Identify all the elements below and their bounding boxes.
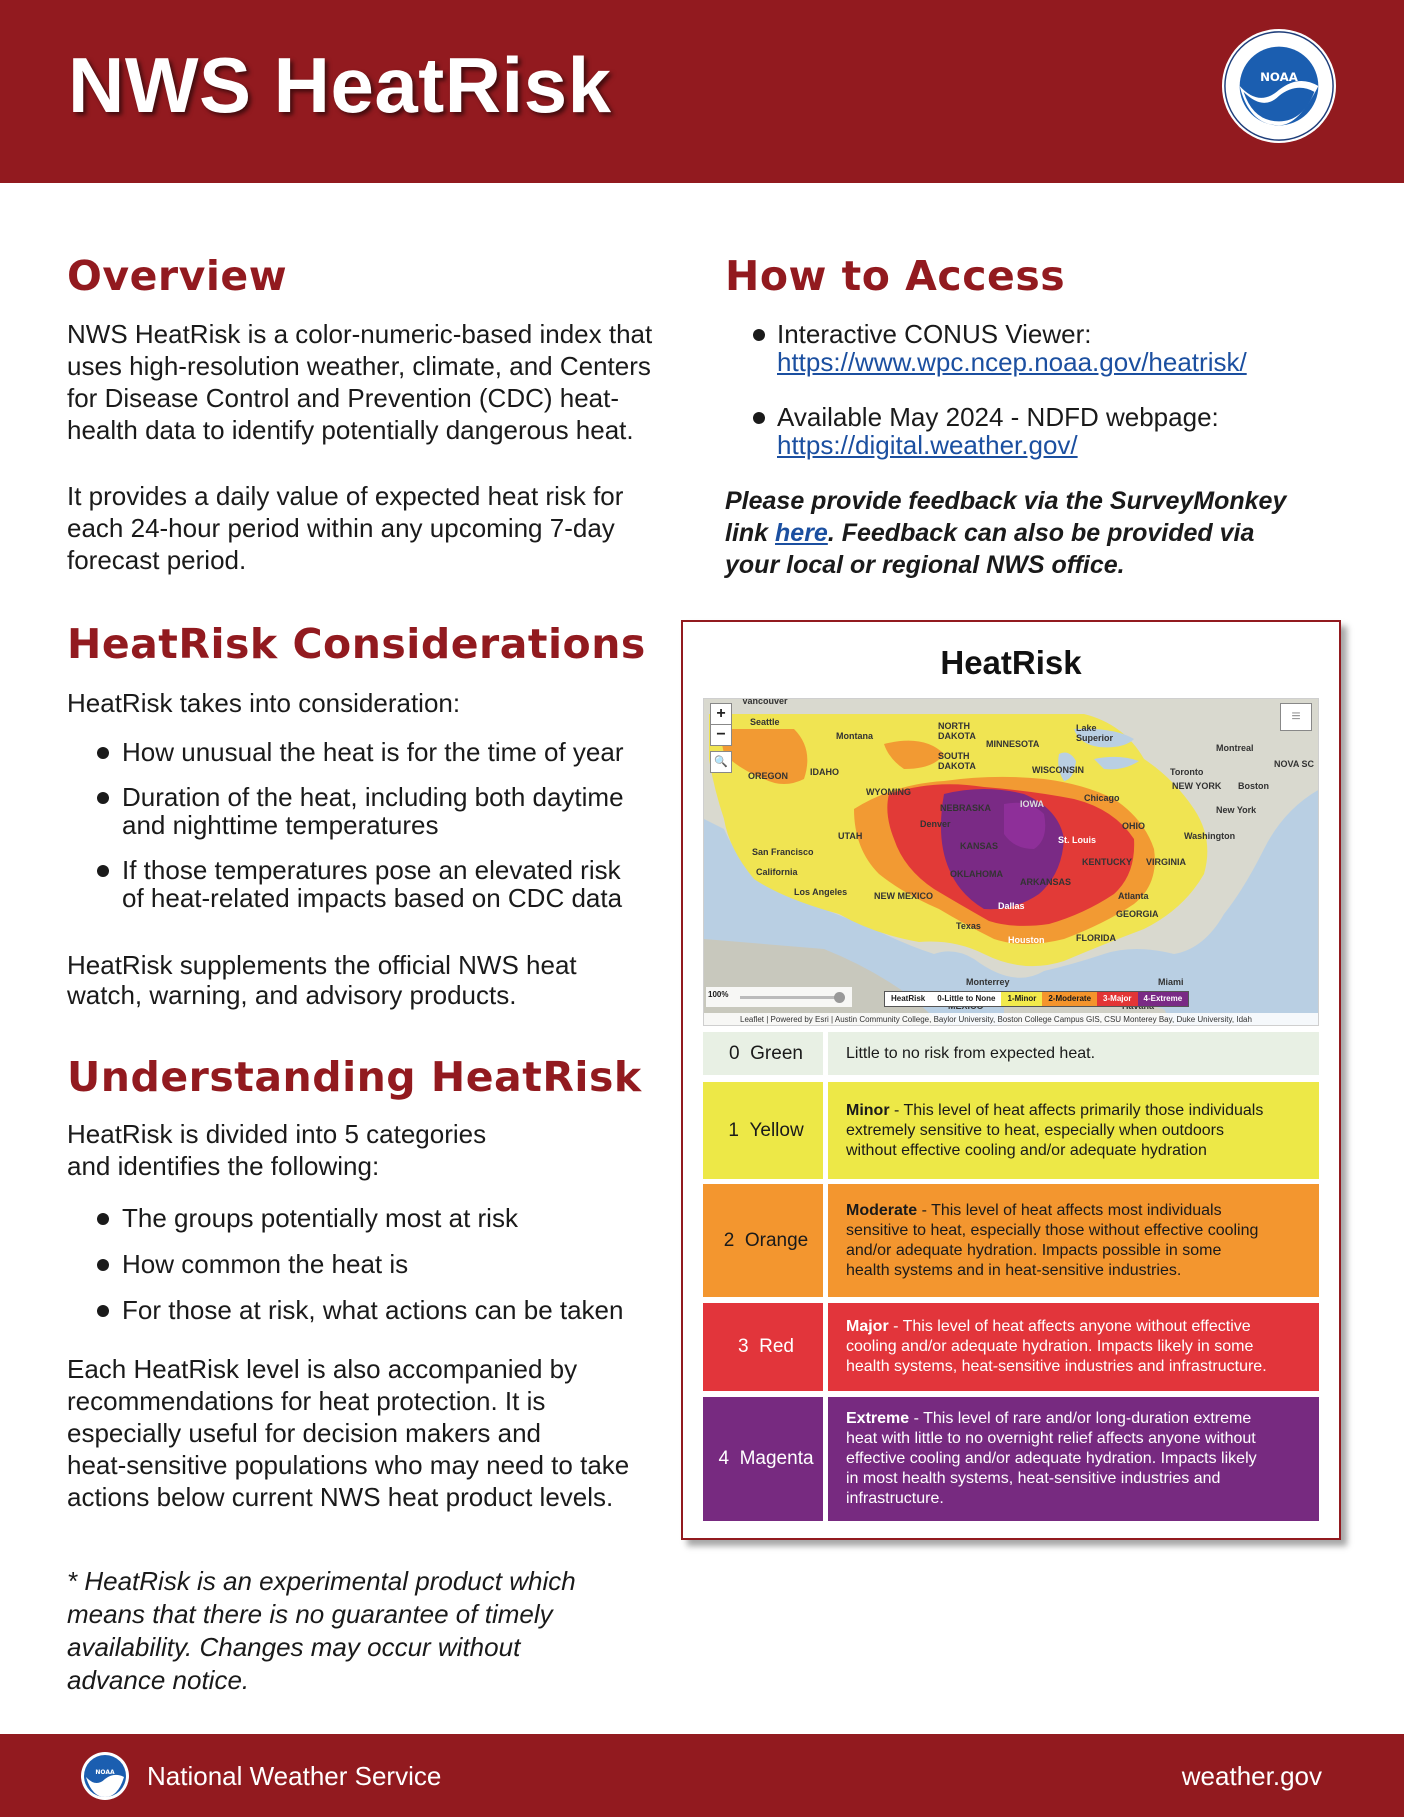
heatrisk-map[interactable] — [703, 698, 1319, 1026]
overview-paragraph-1: NWS HeatRisk is a color-numeric-based index that uses high-resolution weather, climate, and Centers for Disease Control and Prevention (CDC) heat- health data to identify potentially dangerous heat. — [67, 319, 653, 445]
noaa-logo — [1220, 27, 1338, 145]
understanding-intro: HeatRisk is divided into 5 categories and identifies the following: — [67, 1119, 487, 1181]
map-label: Chicago — [1084, 793, 1120, 803]
map-label: SOUTH DAKOTA — [938, 751, 976, 771]
map-label: OREGON — [748, 771, 789, 781]
map-label: WYOMING — [866, 787, 911, 797]
considerations-intro: HeatRisk takes into consideration: — [67, 688, 461, 718]
list-item: The groups potentially most at risk — [67, 1204, 707, 1232]
legend-item: 3-Major — [1097, 992, 1137, 1006]
list-item: For those at risk, what actions can be taken — [67, 1296, 707, 1324]
map-label: Montreal — [1216, 743, 1254, 753]
access-list — [723, 320, 1363, 459]
map-label: Monterrey — [966, 977, 1010, 987]
category-row-green: 0 Green Little to no risk from expected heat. — [703, 1032, 1319, 1075]
category-row-red: 3 Red Major - This level of heat affects anyone without effective cooling and/or adequate hydration. Impacts likely in some health systems, heat-sensitive industries and infrastructure. — [703, 1303, 1319, 1391]
map-label: Houston — [1008, 935, 1045, 945]
map-legend — [884, 991, 1189, 1007]
list-item: If those temperatures pose an elevated risk of heat-related impacts based on CDC data — [67, 856, 707, 912]
considerations-list — [67, 738, 707, 912]
map-label: Denver — [920, 819, 951, 829]
considerations-outro: HeatRisk supplements the official NWS heat watch, warning, and advisory products. — [67, 950, 577, 1010]
category-row-yellow: 1 Yellow Minor - This level of heat affects primarily those individuals extremely sensitive to heat, especially when outdoors without effective cooling and/or adequate hydration — [703, 1082, 1319, 1179]
map-label: NEBRASKA — [940, 803, 992, 813]
feedback-note: Please provide feedback via the SurveyMonkey link here. Feedback can also be provided via your local or regional NWS office. — [725, 487, 1287, 579]
map-label: IOWA — [1020, 799, 1044, 809]
heatrisk-card — [681, 620, 1341, 1540]
map-label: Texas — [956, 921, 981, 931]
page-header — [0, 0, 1404, 183]
map-label: San Francisco — [752, 847, 814, 857]
list-item: How unusual the heat is for the time of year — [67, 738, 707, 766]
access-heading: How to Access — [725, 252, 1066, 300]
card-title: HeatRisk — [940, 644, 1082, 681]
opacity-slider[interactable]: 100% — [706, 987, 852, 1007]
map-label: OHIO — [1122, 821, 1146, 831]
map-label: Montana — [836, 731, 873, 741]
noaa-logo — [80, 1751, 130, 1801]
legend-item: 0-Little to None — [931, 992, 1001, 1006]
list-item: How common the heat is — [67, 1250, 707, 1278]
slider-track — [740, 996, 840, 999]
map-label: Lake Superior — [1076, 723, 1114, 743]
category-row-magenta: 4 Magenta Extreme - This level of rare and/or long-duration extreme heat with little to no overnight relief affects anyone without effective cooling and/or adequate hydration. Impacts likely in most health systems, heat-sensitive industries and infrastructure. — [703, 1397, 1319, 1521]
legend-item: 4-Extreme — [1138, 992, 1189, 1006]
map-label: Washington — [1184, 831, 1236, 841]
considerations-heading: HeatRisk Considerations — [67, 620, 646, 668]
understanding-paragraph: Each HeatRisk level is also accompanied by recommendations for heat protection. It is especially useful for decision makers and heat-sensitive populations who may need to take actions below current NWS heat product levels. — [67, 1354, 630, 1512]
map-label: VIRGINIA — [1146, 857, 1187, 867]
map-label: FLORIDA — [1076, 933, 1116, 943]
overview-paragraph-2: It provides a daily value of expected heat risk for each 24-hour period within any upcoming 7-day forecast period. — [67, 481, 624, 575]
map-attribution[interactable]: Leaflet | Powered by Esri | Austin Community College, Baylor University, Boston College Campus GIS, CSU Monterey Bay, Duke University, Idah — [704, 1013, 1318, 1026]
map-label: Miami — [1158, 977, 1184, 987]
slider-handle[interactable] — [834, 992, 845, 1003]
map-label: IDAHO — [810, 767, 839, 777]
survey-link[interactable]: here — [775, 519, 828, 547]
map-label: Toronto — [1170, 767, 1204, 777]
map-label: St. Louis — [1058, 835, 1096, 845]
map-label: KENTUCKY — [1082, 857, 1133, 867]
list-item: Duration of the heat, including both daytime and nighttime temperatures — [67, 783, 707, 839]
svg-text:NOAA: NOAA — [1260, 70, 1298, 85]
map-label: MINNESOTA — [986, 739, 1040, 749]
understanding-list — [67, 1204, 707, 1324]
list-item: Available May 2024 - NDFD webpage: https://digital.weather.gov/ — [723, 403, 1363, 459]
map-label: Vancouver — [742, 698, 788, 706]
ndfd-webpage-link[interactable]: https://digital.weather.gov/ — [777, 430, 1078, 460]
map-label: ARKANSAS — [1020, 877, 1072, 887]
zoom-out-button[interactable]: − — [710, 724, 732, 746]
map-label: WISCONSIN — [1032, 765, 1085, 775]
experimental-note: * HeatRisk is an experimental product which means that there is no guarantee of timely availability. Changes may occur without advance notice. — [67, 1566, 576, 1695]
understanding-heading: Understanding HeatRisk — [67, 1053, 642, 1101]
page-footer — [0, 1734, 1404, 1817]
map-label: NEW MEXICO — [874, 891, 934, 901]
map-label: California — [756, 867, 798, 877]
legend-item: HeatRisk — [885, 992, 931, 1006]
zoom-in-button[interactable]: + — [710, 703, 732, 725]
map-label: NEW YORK — [1172, 781, 1222, 791]
map-label: NORTH DAKOTA — [938, 721, 976, 741]
map-label: GEORGIA — [1116, 909, 1159, 919]
map-label: UTAH — [838, 831, 863, 841]
heatrisk-viewer-link[interactable]: https://www.wpc.ncep.noaa.gov/heatrisk/ — [777, 347, 1247, 377]
map-label: Seattle — [750, 717, 780, 727]
category-row-orange: 2 Orange Moderate - This level of heat affects most individuals sensitive to heat, especially those without effective cooling and/or adequate hydration. Impacts possible in some health systems and in heat-sensitive industries. — [703, 1184, 1319, 1297]
overview-heading: Overview — [67, 252, 288, 300]
map-label: Dallas — [998, 901, 1025, 911]
map-label: New York — [1216, 805, 1257, 815]
footer-website-link[interactable]: weather.gov — [1181, 1761, 1322, 1791]
layers-icon[interactable]: ≡ — [1280, 703, 1312, 731]
legend-item: 2-Moderate — [1042, 992, 1097, 1006]
legend-item: 1-Minor — [1001, 992, 1042, 1006]
map-label: Boston — [1238, 781, 1269, 791]
map-label: OKLAHOMA — [950, 869, 1003, 879]
map-label: KANSAS — [960, 841, 999, 851]
svg-text:NOAA: NOAA — [95, 1769, 115, 1776]
map-label: NOVA SC — [1274, 759, 1315, 769]
map-label: Los Angeles — [794, 887, 848, 897]
search-icon[interactable]: 🔍 — [710, 751, 732, 773]
list-item: Interactive CONUS Viewer: https://www.wpc.ncep.noaa.gov/heatrisk/ — [723, 320, 1363, 376]
page-title: NWS HeatRisk — [68, 41, 612, 129]
footer-agency-name: National Weather Service — [147, 1761, 442, 1791]
map-label: Atlanta — [1118, 891, 1149, 901]
